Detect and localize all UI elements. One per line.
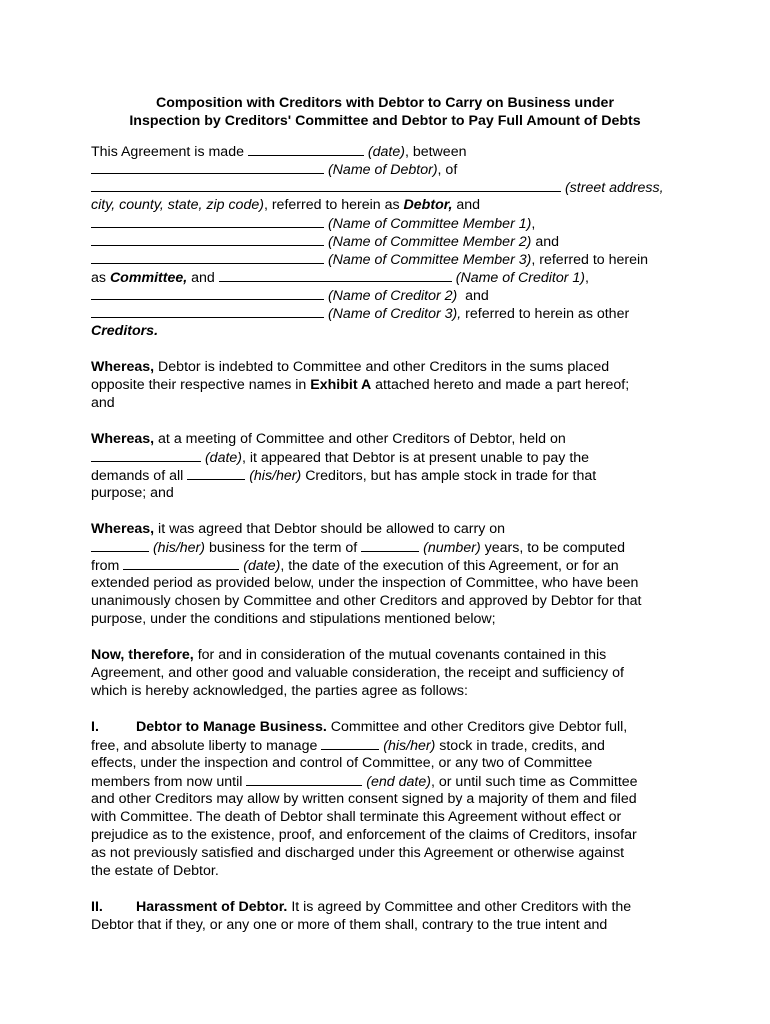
paragraph-text: purpose, under the conditions and stipulations mentioned below; bbox=[91, 611, 496, 627]
intro-text: as bbox=[91, 270, 106, 286]
paragraph-text: and other Creditors may allow by written consent signed by a majority of them and filed bbox=[91, 791, 637, 807]
start-date-blank[interactable] bbox=[123, 556, 239, 570]
paragraph-text: Agreement, and other good and valuable consideration, the receipt and sufficiency of bbox=[91, 665, 624, 681]
his-her-hint: (his/her) bbox=[152, 540, 205, 556]
creditor2-hint: (Name of Creditor 2) bbox=[327, 288, 458, 304]
debtor-label: Debtor, bbox=[403, 197, 453, 213]
member3-hint: (Name of Committee Member 3) bbox=[327, 252, 532, 268]
section-heading: Harassment of Debtor. bbox=[136, 899, 288, 915]
intro-text: , between bbox=[404, 144, 467, 160]
intro-text: , referred to herein bbox=[531, 252, 649, 268]
paragraph-text: it was agreed that Debtor should be allowed to carry on bbox=[158, 521, 506, 537]
creditor1-hint: (Name of Creditor 1) bbox=[455, 270, 586, 286]
section-number: I. bbox=[91, 719, 99, 735]
date-hint: (date) bbox=[243, 558, 281, 574]
intro-text: and bbox=[535, 234, 559, 250]
his-her-blank[interactable] bbox=[321, 736, 379, 750]
paragraph-text: as not previously satisfied and discharged under this Agreement or otherwise against bbox=[91, 845, 625, 861]
whereas-paragraph-3 bbox=[91, 520, 681, 628]
date-hint: (date) bbox=[204, 450, 243, 466]
paragraph-text: Committee and other Creditors give Debtor full, bbox=[330, 719, 628, 735]
meeting-date-blank[interactable] bbox=[91, 448, 201, 462]
member2-hint: (Name of Committee Member 2) bbox=[327, 234, 532, 250]
document-title bbox=[0, 94, 770, 130]
paragraph-text: purpose; and bbox=[91, 485, 174, 501]
term-number-blank[interactable] bbox=[361, 538, 419, 552]
document-body bbox=[91, 142, 681, 934]
paragraph-text: Creditors, but has ample stock in trade for that bbox=[305, 468, 597, 484]
street-address-blank[interactable] bbox=[91, 178, 561, 192]
whereas-paragraph-2 bbox=[91, 430, 681, 502]
creditor-1-blank[interactable] bbox=[219, 268, 452, 282]
intro-text: , referred to herein as bbox=[263, 197, 400, 213]
paragraph-text: for and in consideration of the mutual covenants contained in this bbox=[197, 647, 607, 663]
paragraph-text: from bbox=[91, 558, 120, 574]
whereas-paragraph-1 bbox=[91, 358, 681, 412]
section-heading: Debtor to Manage Business. bbox=[136, 719, 327, 735]
paragraph-text: It is agreed by Committee and other Creditors with the bbox=[291, 899, 632, 915]
paragraph-text: , the date of the execution of this Agreement, or for an bbox=[280, 558, 619, 574]
paragraph-text: the estate of Debtor. bbox=[91, 863, 219, 879]
street-hint: (street address, bbox=[564, 180, 664, 196]
paragraph-text: members from now until bbox=[91, 774, 243, 790]
intro-text: , of bbox=[437, 162, 458, 178]
paragraph-text: extended period as provided below, under the inspection of Committee, who have been bbox=[91, 575, 639, 591]
intro-text: and bbox=[465, 288, 489, 304]
paragraph-text: attached hereto and made a part hereof; bbox=[375, 377, 630, 393]
intro-text: and bbox=[191, 270, 215, 286]
now-therefore-paragraph bbox=[91, 646, 681, 700]
creditor-3-blank[interactable] bbox=[91, 304, 324, 318]
committee-label: Committee, bbox=[109, 270, 188, 286]
his-her-hint: (his/her) bbox=[383, 738, 436, 754]
paragraph-text: unanimously chosen by Committee and other Creditors and approved by Debtor for that bbox=[91, 593, 642, 609]
his-her-blank[interactable] bbox=[187, 466, 245, 480]
section-2 bbox=[91, 898, 681, 934]
his-her-hint: (his/her) bbox=[249, 468, 302, 484]
end-date-hint: (end date) bbox=[366, 774, 431, 790]
paragraph-text: at a meeting of Committee and other Creditors of Debtor, held on bbox=[158, 431, 566, 447]
debtor-name-hint: (Name of Debtor) bbox=[327, 162, 438, 178]
city-hint: city, county, state, zip code) bbox=[91, 197, 264, 213]
section-1 bbox=[91, 718, 681, 880]
date-hint: (date) bbox=[367, 144, 405, 160]
paragraph-text: stock in trade, credits, and bbox=[439, 738, 605, 754]
creditors-label: Creditors. bbox=[91, 323, 159, 339]
whereas-lead: Whereas, bbox=[91, 521, 155, 537]
now-therefore-lead: Now, therefore, bbox=[91, 647, 194, 663]
title-line-1: Composition with Creditors with Debtor to Carry on Business under bbox=[156, 95, 614, 111]
paragraph-text: prejudice as to the existence, proof, and enforcement of the claims of Creditors, insofar bbox=[91, 827, 637, 843]
his-her-blank[interactable] bbox=[91, 538, 149, 552]
paragraph-text: and bbox=[91, 395, 115, 411]
end-date-blank[interactable] bbox=[246, 772, 362, 786]
committee-member-3-blank[interactable] bbox=[91, 250, 324, 264]
intro-text: , bbox=[585, 270, 589, 286]
paragraph-text: business for the term of bbox=[208, 540, 358, 556]
committee-member-1-blank[interactable] bbox=[91, 214, 324, 228]
debtor-name-blank[interactable] bbox=[91, 160, 324, 174]
paragraph-text: , it appeared that Debtor is at present unable to pay the bbox=[242, 450, 590, 466]
intro-text: referred to herein as other bbox=[465, 306, 630, 322]
number-hint: (number) bbox=[423, 540, 481, 556]
title-line-2: Inspection by Creditors' Committee and Debtor to Pay Full Amount of Debts bbox=[129, 113, 641, 129]
paragraph-text: which is hereby acknowledged, the parties agree as follows: bbox=[91, 683, 468, 699]
creditor3-hint: (Name of Creditor 3), bbox=[327, 306, 462, 322]
paragraph-text: effects, under the inspection and control of Committee, or any two of Committee bbox=[91, 755, 593, 771]
date-blank[interactable] bbox=[248, 142, 364, 156]
intro-text: and bbox=[456, 197, 481, 213]
paragraph-text: with Committee. The death of Debtor shall terminate this Agreement without effect or bbox=[91, 809, 622, 825]
paragraph-text: Debtor is indebted to Committee and other Creditors in the sums placed bbox=[158, 359, 610, 375]
intro-text: , bbox=[531, 216, 536, 232]
paragraph-text: years, to be computed bbox=[484, 540, 626, 556]
paragraph-text: demands of all bbox=[91, 468, 184, 484]
paragraph-text: free, and absolute liberty to manage bbox=[91, 738, 318, 754]
paragraph-text: opposite their respective names in bbox=[91, 377, 307, 393]
section-number: II. bbox=[91, 899, 103, 915]
exhibit-a-label: Exhibit A bbox=[310, 377, 372, 393]
committee-member-2-blank[interactable] bbox=[91, 232, 324, 246]
creditor-2-blank[interactable] bbox=[91, 286, 324, 300]
whereas-lead: Whereas, bbox=[91, 431, 155, 447]
intro-paragraph bbox=[91, 142, 681, 340]
intro-text: This Agreement is made bbox=[91, 144, 244, 160]
whereas-lead: Whereas, bbox=[91, 359, 155, 375]
paragraph-text: , or until such time as Committee bbox=[430, 774, 638, 790]
paragraph-text: Debtor that if they, or any one or more of them shall, contrary to the true intent and bbox=[91, 917, 608, 933]
member1-hint: (Name of Committee Member 1) bbox=[327, 216, 532, 232]
